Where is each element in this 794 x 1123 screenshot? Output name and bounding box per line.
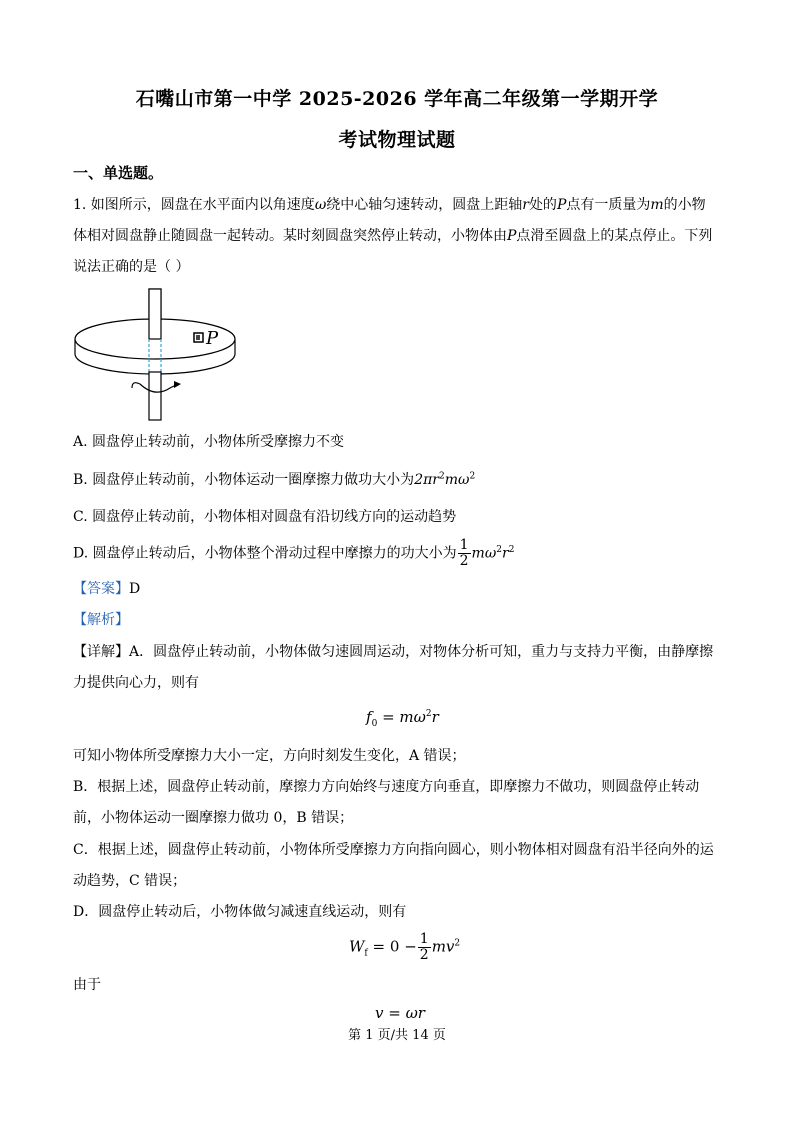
detail-line-9: 由于 <box>73 977 101 993</box>
question-line-3: 说法正确的是（ ） <box>73 259 190 275</box>
detail-line-6: C．根据上述，圆盘停止转动前，小物体所受摩擦力方向指向圆心，则小物体相对圆盘有沿半径向外的运 <box>73 842 714 858</box>
detail-line-2: 力提供向心力，则有 <box>73 675 199 691</box>
analysis-label: 【解析】 <box>73 612 129 628</box>
question-line-2: 体相对圆盘静止随圆盘一起转动。某时刻圆盘突然停止转动，小物体由P点滑至圆盘上的某点停止。下列 <box>73 228 713 244</box>
option-A: A. 圆盘停止转动前，小物体所受摩擦力不变 <box>73 434 345 450</box>
equation-work: $W_f = 0$ − $\frac{1}{2}$ $mv^2$ <box>349 931 461 963</box>
title-line-2: 考试物理试题 <box>338 129 456 151</box>
question-line-1: 1. 如图所示，圆盘在水平面内以角速度ω绕中心轴匀速转动，圆盘上距轴r处的P点有一质量为m的小物 <box>73 197 706 213</box>
option-D: D. 圆盘停止转动后，小物体整个滑动过程中摩擦力的功大小为 $\frac{1}{2}$ $m\omega^2r^2$ <box>73 537 515 569</box>
detail-line-1: 【详解】A．圆盘停止转动前，小物体做匀速圆周运动，对物体分析可知，重力与支持力平衡，由静摩擦 <box>73 644 714 660</box>
rotating-disk-figure <box>70 284 250 424</box>
detail-line-3: 可知小物体所受摩擦力大小一定，方向时刻发生变化，A 错误； <box>73 748 466 764</box>
option-B: B. 圆盘停止转动前，小物体运动一圈摩擦力做功大小为$2\pi r^2m\omega^2$ <box>73 471 476 488</box>
equation-velocity: v = ωr <box>375 1004 425 1022</box>
page-footer: 第 1 页/共 14 页 <box>348 1028 446 1043</box>
section-heading: 一、单选题。 <box>73 164 164 182</box>
detail-line-7: 动趋势，C 错误； <box>73 873 187 889</box>
answer: 【答案】D <box>73 581 141 597</box>
shaft-bottom <box>149 372 161 420</box>
title-line-1: 石嘴山市第一中学 2025-2026 学年高二年级第一学期开学 <box>135 88 659 110</box>
detail-line-8: D．圆盘停止转动后，小物体做匀减速直线运动，则有 <box>73 904 407 920</box>
option-C: C. 圆盘停止转动前，小物体相对圆盘有沿切线方向的运动趋势 <box>73 509 457 525</box>
detail-line-5: 前，小物体运动一圈摩擦力做功 0，B 错误； <box>73 810 354 826</box>
detail-line-4: B．根据上述，圆盘停止转动前，摩擦力方向始终与速度方向垂直，即摩擦力不做功，则圆盘停止转动 <box>73 779 700 795</box>
label-P: P <box>206 328 219 349</box>
equation-friction: $f_0 = m\omega^2r$ <box>366 708 439 729</box>
